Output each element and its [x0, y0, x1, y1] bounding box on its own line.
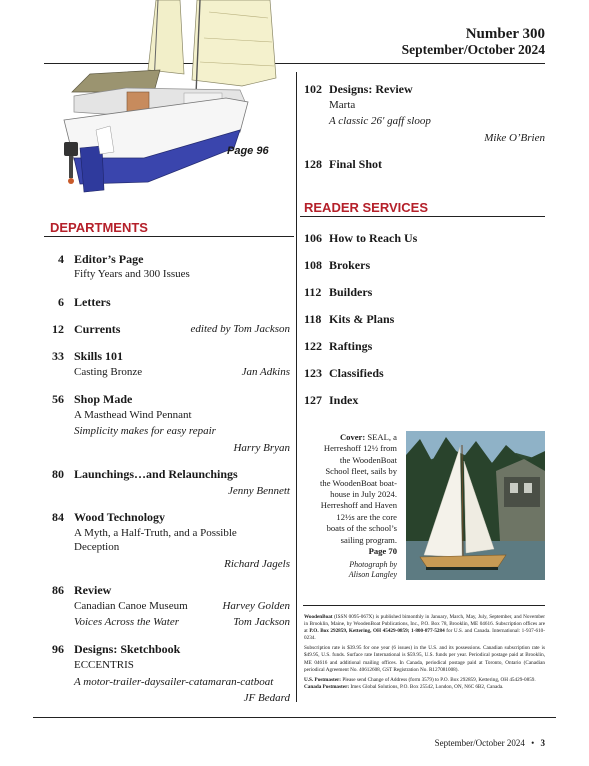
issue-number: Number 300: [465, 26, 545, 42]
wood-title[interactable]: Wood Technology: [74, 510, 166, 524]
editors-page-title[interactable]: Editor’s Page: [74, 252, 144, 266]
masthead-text: [304, 614, 545, 691]
sketchbook-subtitle: ECCENTRIS: [74, 659, 134, 671]
wood-author: Richard Jagels: [224, 558, 290, 570]
wood-number: 84: [52, 510, 64, 524]
final-shot-number: 128: [304, 157, 322, 171]
review-item2: Voices Across the Water: [74, 616, 179, 628]
masthead-p4: Canada Postmaster: Imex Global Solutions, P.O. Box 25542, London, ON, N6C 6B2, Canada.: [304, 683, 504, 690]
launchings-title[interactable]: Launchings…and Relaunchings: [74, 467, 238, 481]
editors-page-number: 4: [58, 252, 64, 266]
shop-deck: Simplicity makes for easy repair: [74, 425, 216, 437]
footer: [435, 738, 545, 748]
wood-subtitle-line1: A Myth, a Half-Truth, and a Possible: [74, 527, 237, 539]
skills-number: 33: [52, 349, 64, 363]
cover-page-ref: Page 70: [368, 546, 397, 557]
services-index-title[interactable]: Index: [329, 393, 359, 407]
masthead-p3: U.S. Postmaster: Please send Change of Address (form 3579) to P.O. Box 292859, Kettering, OH 45429-0859.: [304, 676, 536, 683]
services-index-number: 127: [304, 393, 322, 407]
cover-photo: [406, 431, 545, 580]
cover-line-7: Herreshoff and Haven: [320, 500, 397, 511]
review-title[interactable]: Review: [74, 583, 112, 597]
review-number: 86: [52, 583, 64, 597]
cover-caption: [300, 432, 397, 557]
editors-page-subtitle: Fifty Years and 300 Issues: [74, 268, 190, 280]
reader-services-heading: READER SERVICES: [304, 200, 429, 215]
letters-number: 6: [58, 295, 64, 309]
letters-title[interactable]: Letters: [74, 295, 111, 309]
skills-author: Jan Adkins: [241, 366, 290, 378]
departments-heading: DEPARTMENTS: [50, 220, 148, 235]
footer-bullet: •: [531, 738, 535, 748]
services-how-to-reach-number: 106: [304, 231, 322, 245]
sketchbook-number: 96: [52, 642, 64, 656]
services-kits-number: 118: [304, 312, 322, 326]
designs-review-subtitle: Marta: [329, 99, 356, 111]
photo-credit-line1: Photograph by: [349, 560, 397, 569]
masthead-p1: WoodenBoat (ISSN 0095-067X) is published bimonthly in January, March, May, July, September, and November in Brooklin, Maine, by WoodenBoat Publications, Inc., P.O. Box 78, Brooklin, ME 04616. Subscription offices are at P.O. Box 292859, Kettering, OH 45429-0859; 1-800-877-5284 for U.S. and Canada. International: 1-937-610-0234.: [304, 614, 546, 642]
cover-line-1: Cover: SEAL, a: [339, 432, 397, 442]
sketchbook-deck: A motor-trailer-daysailer-catamaran-catboat: [74, 676, 274, 688]
launchings-author: Jenny Bennett: [228, 485, 290, 497]
shop-number: 56: [52, 392, 64, 406]
cover-lead: Cover:: [339, 432, 366, 442]
services-classifieds-title[interactable]: Classifieds: [329, 366, 384, 380]
services-brokers-number: 108: [304, 258, 322, 272]
launchings-number: 80: [52, 467, 64, 481]
shop-subtitle: A Masthead Wind Pennant: [74, 409, 192, 421]
services-kits-title[interactable]: Kits & Plans: [329, 312, 395, 326]
shop-title[interactable]: Shop Made: [74, 392, 133, 406]
cover-line-8: 12½s are the core: [336, 511, 397, 522]
page-96-ref: Page 96: [227, 145, 269, 157]
issue-date: September/October 2024: [401, 42, 545, 57]
cover-line-9: boats of the school’s: [326, 523, 397, 534]
skills-title[interactable]: Skills 101: [74, 349, 124, 363]
bottom-rule: [33, 717, 556, 718]
cover-line-10: sailing program.: [340, 534, 397, 545]
wood-subtitle-line2: Deception: [74, 541, 120, 553]
services-classifieds-number: 123: [304, 366, 322, 380]
designs-review-number: 102: [304, 82, 322, 96]
cover-line-6: house in July 2024.: [330, 489, 397, 500]
column-divider: [296, 72, 297, 702]
final-shot-title[interactable]: Final Shot: [329, 157, 383, 171]
masthead-p2: Subscription rate is $39.95 for one year (6 issues) in the U.S. and its possessions. Canadian subscription rate is $49.95, U.S. funds. Surface rate International is $59.95, U.S. funds per year. Periodical postage paid at Brooklin, ME 04616 and additional mailing offices. In Canada, periodical postage paid at Toronto, Ontario (Canadian periodical Agreement No. 40612608, GST Registration No. R127081008).: [304, 645, 545, 673]
currents-title[interactable]: Currents: [74, 322, 121, 336]
photo-credit-line2: Alison Langley: [348, 570, 397, 579]
review-item2-author: Tom Jackson: [233, 616, 290, 628]
services-builders-title[interactable]: Builders: [329, 285, 373, 299]
services-builders-number: 112: [304, 285, 322, 299]
footer-page-number: 3: [540, 738, 545, 748]
review-item1: Canadian Canoe Museum: [74, 600, 188, 612]
designs-review-title[interactable]: Designs: Review: [329, 82, 413, 96]
services-how-to-reach-title[interactable]: How to Reach Us: [329, 231, 418, 245]
cover-line-2: Herreshoff 12½ from: [323, 443, 397, 454]
sketchbook-author: JF Bedard: [243, 692, 290, 704]
catamaran-illustration: [44, 0, 284, 200]
cover-line-3: the WoodenBoat: [339, 454, 397, 465]
photo-credit: [300, 560, 397, 580]
currents-number: 12: [52, 322, 64, 336]
cover-line-5: the WoodenBoat boat-: [320, 477, 397, 488]
skills-subtitle: Casting Bronze: [74, 366, 143, 378]
shop-author: Harry Bryan: [233, 442, 290, 454]
footer-date: September/October 2024: [434, 738, 525, 748]
sketchbook-title[interactable]: Designs: Sketchbook: [74, 642, 181, 656]
designs-review-author: Mike O’Brien: [484, 132, 545, 144]
cover-line-4: School fleet, sails by: [325, 466, 397, 477]
reader-services-rule: [300, 216, 545, 217]
services-raftings-title[interactable]: Raftings: [329, 339, 373, 353]
departments-rule: [44, 236, 294, 237]
currents-author: edited by Tom Jackson: [190, 323, 290, 335]
services-brokers-title[interactable]: Brokers: [329, 258, 371, 272]
services-raftings-number: 122: [304, 339, 322, 353]
designs-review-deck: A classic 26′ gaff sloop: [329, 115, 431, 127]
masthead-rule: [303, 605, 545, 606]
review-item1-author: Harvey Golden: [222, 600, 290, 612]
